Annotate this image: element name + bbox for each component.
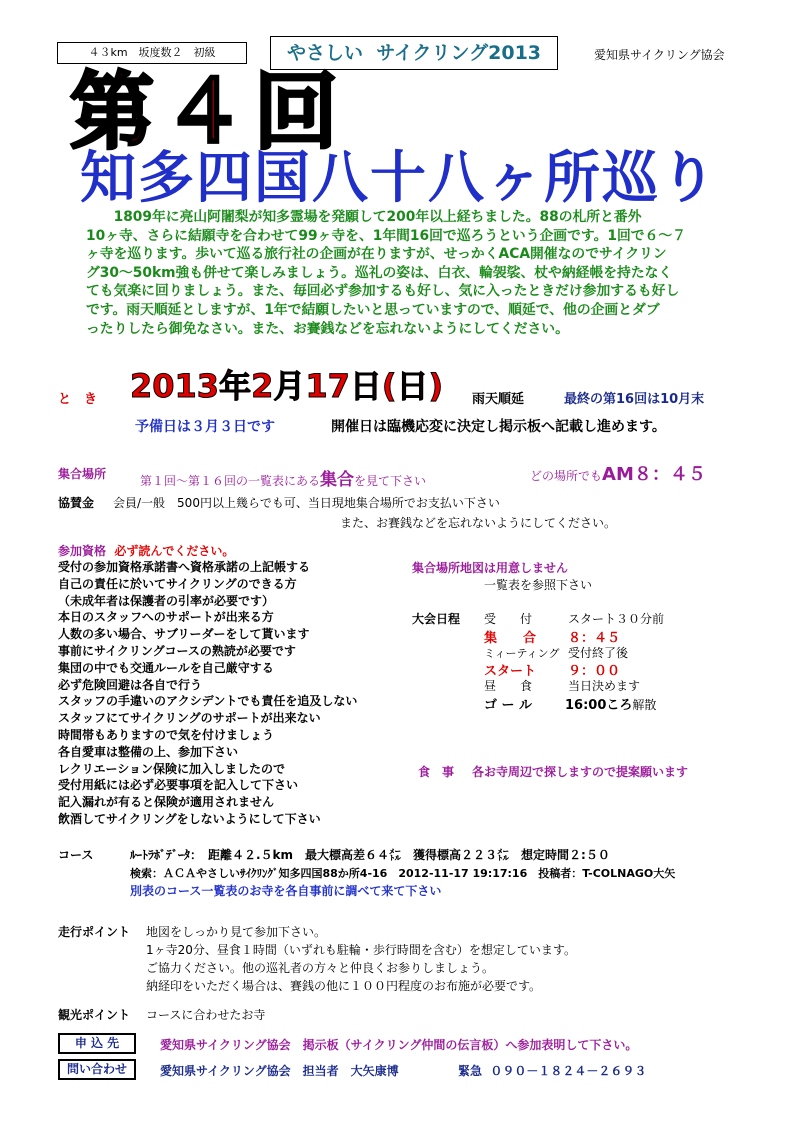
meeting-value: 受付終了後 xyxy=(568,646,629,660)
fee-label: 協賛金 xyxy=(58,496,95,510)
meeting-time-pre: どの場所でも xyxy=(530,469,603,483)
contact-phone xyxy=(458,1062,646,1079)
fee-line-1: 会員/一般 500円以上幾らでも可、当日現地集合場所でお支払い下さい xyxy=(113,496,500,510)
list-item: 受付用紙には必ず必要事項を記入して下さい xyxy=(58,778,299,793)
list-item: 事前にサイクリングコースの熟読が必要です xyxy=(58,643,296,658)
map-sub: 一覧表を参照下さい xyxy=(484,578,593,592)
meeting-keyword: 集合 xyxy=(320,470,355,490)
intro-line: ても気楽に回りましょう。また、毎回必ず参加するも好し、気に入ったときだけ参加するも好し xyxy=(86,283,680,300)
points-line-3: ご協力ください。他の巡礼者の方々と仲良くお参りしましょう。 xyxy=(146,961,495,975)
event-number: 第４回 xyxy=(70,63,347,161)
fee-line-2: また、お賽銭などを忘れないようにしてください。 xyxy=(340,516,617,530)
when-label: と き xyxy=(58,392,98,407)
sightseeing-label: 観光ポイント xyxy=(58,1008,131,1022)
final-note: 最終の第16回は10月末 xyxy=(564,392,705,407)
gather-value: ８：４５ xyxy=(568,631,621,646)
points-line-1: 地図をしっかり見て参加下さい。 xyxy=(146,925,327,939)
qualification-label xyxy=(58,542,234,559)
org-name: 愛知県サイクリング協会 xyxy=(594,48,725,62)
intro-line: ったりしたら御免なさい。また、お賽銭などを忘れないようにしてください。 xyxy=(86,320,569,337)
apply-label: 申 込 先 xyxy=(58,1033,136,1054)
reception-label: 受 付 xyxy=(484,612,533,626)
meeting-label: 集合場所 xyxy=(58,467,107,481)
course-label: コース xyxy=(58,848,94,862)
contact-text: 愛知県サイクリング協会 担当者 大矢康博 xyxy=(160,1064,399,1078)
meal-text: 各お寺周辺で探しますので提案願います xyxy=(472,765,689,779)
list-item: スタッフにてサイクリングのサポートが出来ない xyxy=(58,711,321,726)
start-value: ９：００ xyxy=(568,664,621,679)
list-item: 時間帯もありますので気を付けましょう xyxy=(58,727,275,742)
lunch-value: 当日決めます xyxy=(568,679,641,693)
list-item: 飲酒してサイクリングをしないようにして下さい xyxy=(58,811,321,826)
schedule-note: 開催日は臨機応変に決定し掲示板へ記載し進めます。 xyxy=(331,419,666,435)
series-a: やさしい xyxy=(286,42,363,64)
goal-label: ゴ ー ル xyxy=(484,698,533,713)
meal-label: 食 事 xyxy=(418,765,455,779)
qualification-title: 参加資格 xyxy=(58,544,107,558)
list-item: （未成年者は保護者の引率が必要です） xyxy=(58,593,275,608)
phone-label: 緊急 xyxy=(458,1064,483,1078)
event-date: 2013年2月17日(日) xyxy=(130,367,444,405)
list-item: 各自愛車は整備の上、参加下さい xyxy=(58,744,239,759)
points-label: 走行ポイント xyxy=(58,925,131,939)
goal-time: 16:00ころ xyxy=(565,698,633,713)
meeting-text-a: 第１回～第１６回の一覧表にある xyxy=(140,474,321,488)
reception-value: スタート３０分前 xyxy=(568,612,665,626)
lunch-label: 昼 食 xyxy=(484,679,533,693)
course-line-3: 別表のコース一覧表のお寺を各自事前に調べて来て下さい xyxy=(130,884,442,898)
intro-line: です。雨天順延としますが、1年で結願したいと思っていますので、順延で、他の企画とダブ xyxy=(86,301,660,318)
intro-text xyxy=(86,208,686,338)
list-item: レクリエーション保険に加入しましたので xyxy=(58,761,286,776)
list-item: 記入漏れが有ると保険が適用されません xyxy=(58,795,275,810)
rain-note: 雨天順延 xyxy=(472,392,525,407)
goal-suffix: 解散 xyxy=(632,698,657,712)
gather-label: 集 合 xyxy=(484,631,537,646)
list-item: スタッフの手違いのアクシデントでも責任を追及しない xyxy=(58,694,358,709)
course-line-2: 検索：ＡＣＡやさしいｻｲｸﾘﾝｸﾞ知多四国88か所4-16 2012-11-17 19:17:16 投稿者：T-COLNAGO大矢 xyxy=(130,867,676,880)
points-line-4: 納経印をいただく場合は、賽銭の他に１００円程度のお布施が必要です。 xyxy=(146,979,542,993)
intro-line: グ30～50km強も併せて楽しみましょう。巡礼の姿は、白衣、輪袈裟、杖や納経帳を持たなく xyxy=(86,264,673,281)
list-item: 受付の参加資格承諾書へ資格承諾の上記帳する xyxy=(58,560,311,574)
qualification-list xyxy=(58,559,357,828)
points-line-2: 1ヶ寺20分、昼食１時間（いずれも駐輪・歩行時間を含む）を想定しています。 xyxy=(146,943,576,957)
meeting-time-value: AM８：４５ xyxy=(602,464,706,485)
intro-line: 1809年に亮山阿闍梨が知多霊場を発願して200年以上経ちました。88の札所と番外 xyxy=(86,209,642,225)
apply-text: 愛知県サイクリング協会 掲示板（サイクリング仲間の伝言板）へ参加表明して下さい。 xyxy=(160,1038,638,1052)
start-label: スタート xyxy=(484,664,537,679)
intro-line: ヶ寺を巡ります。歩いて巡る旅行社の企画が在りますが、せっかくACA開催なのでサイクリン xyxy=(86,246,667,263)
phone-number: ０９０－１８２４－２６９３ xyxy=(490,1064,647,1078)
event-title: 知多四国八十八ヶ所巡り xyxy=(80,146,718,211)
list-item: 本日のスタッフへのサポートが出来る方 xyxy=(58,610,274,625)
reserve-day: 予備日は３月３日です xyxy=(135,419,275,435)
difficulty-tag: ４３km 坂度数２ 初級 xyxy=(57,42,247,64)
meeting-time xyxy=(530,460,706,486)
contact-label: 問い合わせ xyxy=(58,1059,136,1080)
meeting-label: ミィーティング xyxy=(484,647,560,660)
list-item: 人数の多い場合、サブリーダーをして貰います xyxy=(58,627,310,642)
list-item: 自己の責任に於いてサイクリングのできる方 xyxy=(58,576,297,591)
sightseeing-text: コースに合わせたお寺 xyxy=(146,1008,266,1022)
meeting-text xyxy=(140,465,426,490)
meeting-text-b: を見て下さい xyxy=(354,474,427,488)
course-line-1: ﾙｰﾄﾗﾎﾞﾃﾞｰﾀ： 距離４２.５km 最大標高差６４㍍ 獲得標高２２３㍍ 想定時間２:５０ xyxy=(130,848,610,862)
intro-line: 10ヶ寺、さらに結願寺を合わせて99ヶ寺を、1年間16回で巡ろうという企画です。1回で６～７ xyxy=(86,227,686,244)
list-item: 集団の中でも交通ルールを自己厳守する xyxy=(58,660,274,675)
goal-value xyxy=(565,694,656,713)
qualification-must: 必ず読んでください。 xyxy=(114,544,235,558)
series-b: サイクリング2013 xyxy=(376,42,542,64)
list-item: 必ず危険回避は各自で行う xyxy=(58,677,203,692)
schedule-label: 大会日程 xyxy=(412,612,461,626)
map-title: 集合場所地図は用意しません xyxy=(412,561,569,575)
